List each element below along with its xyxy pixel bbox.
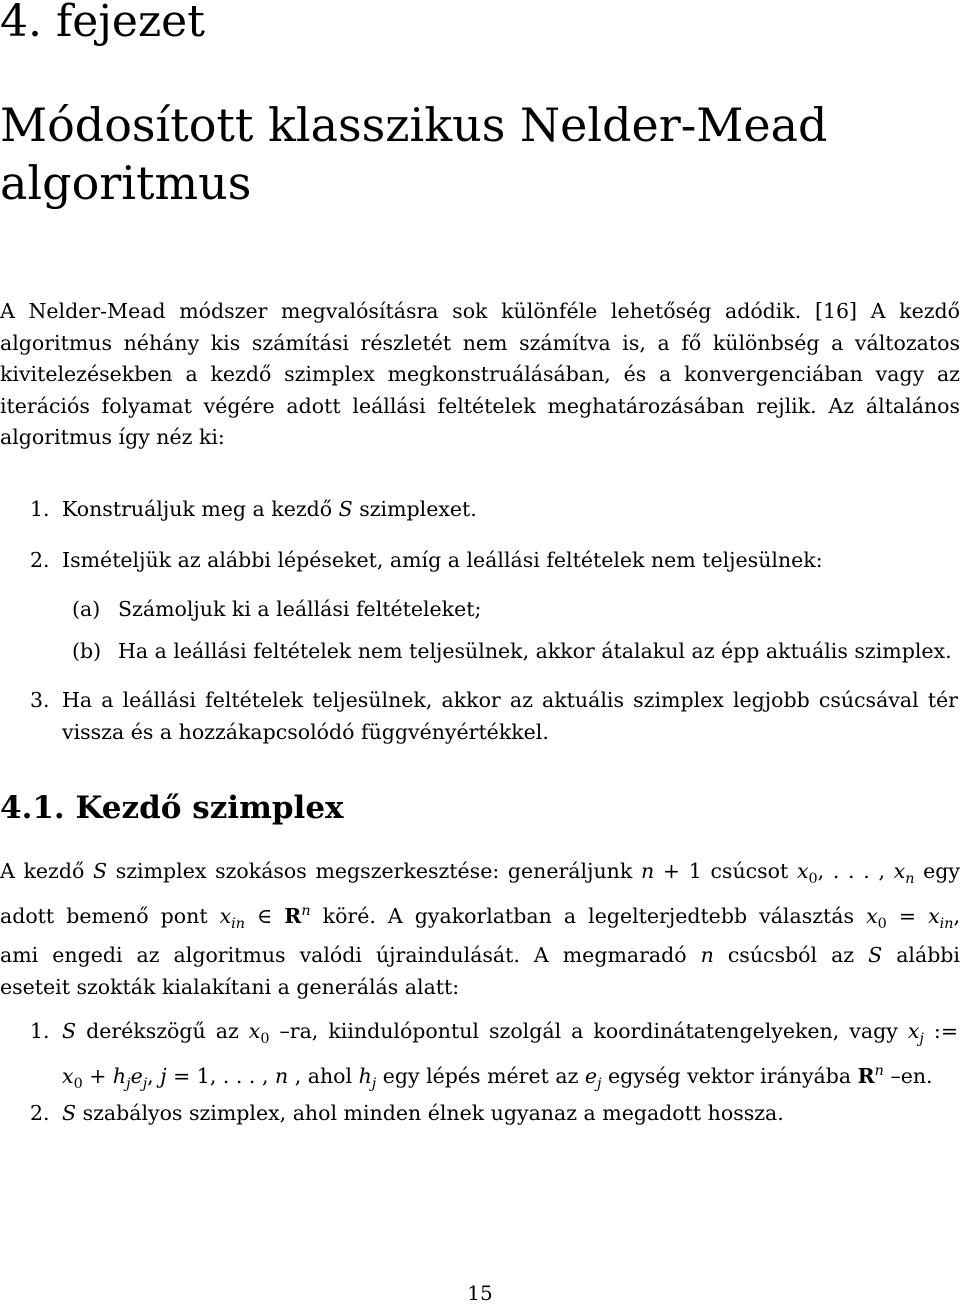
chapter-title-line-1: Módosított klasszikus Nelder-Mead: [0, 98, 828, 152]
substep-text: Ha a leállási feltételek nem teljesülnek, akkor átalakul az épp aktuális szimplex.: [118, 639, 952, 663]
intro-paragraph: [0, 296, 960, 454]
intro-line: algoritmus így néz ki:: [0, 425, 225, 449]
substep-text: Számoljuk ki a leállási feltételeket;: [118, 597, 482, 621]
section-paragraph: [0, 856, 960, 1003]
section-heading: 4.1. Kezdő szimplex: [0, 790, 344, 826]
step-number: 3.: [30, 688, 50, 712]
section-line: eseteit szokták kialakítani a generálás alatt:: [0, 974, 460, 999]
intro-line: iterációs folyamat végére adott leállási feltételek meghatározásában rejlik. Az általános: [0, 393, 960, 418]
case-number: 1.: [30, 1019, 50, 1043]
intro-line: kivitelezésekben a kezdő szimplex megkonstruálásában, és a konvergenciában vagy az: [0, 362, 960, 386]
intro-line: algoritmus néhány kis számítási részletét nem számítva is, a fő különbség a változatos: [0, 330, 960, 355]
case-text: S szabályos szimplex, ahol minden élnek ugyanaz a megadott hossza.: [62, 1101, 784, 1125]
substep-label: (a): [72, 597, 101, 621]
intro-line: A Nelder-Mead módszer megvalósításra sok különféle lehetőség adódik. [16] A kezdő: [0, 299, 960, 323]
step-text: Ha a leállási feltételek teljesülnek, akkor az aktuális szimplex legjobb csúcsával tér vissza és a hozzákapcsolódó függvényértékkel.: [62, 688, 958, 744]
case-text: S derékszögű az $x_0$ –ra, kiindulópontul szolgál a koordinátatengelyeken, vagy $x_j$ := $x_0 + h_je_j$, j = 1, . . . , n , ahol $h_j$ egy lépés méret az $e_j$ egység vektor irányába $R^n$ –en.: [62, 1019, 958, 1092]
section-line: adott bemenő pont $x_{in}$ ∈ $R^n$ köré. A gyakorlatban a legelterjedtebb választás $x_0 = x_{in}$,: [0, 902, 960, 932]
chapter-title-line-2: algoritmus: [0, 156, 252, 210]
section-line: A kezdő S szimplex szokásos megszerkesztése: generáljunk n + 1 csúcsot $x_0$, . . . , $x_n$ egy: [0, 859, 960, 888]
step-number: 2.: [30, 548, 50, 572]
chapter-title: [0, 96, 900, 212]
substep-label: (b): [72, 639, 102, 663]
page-number: 15: [467, 1281, 493, 1305]
section-line: ami engedi az algoritmus valódi újraindulását. A megmaradó n csúcsból az S alábbi: [0, 943, 960, 968]
chapter-heading: 4. fejezet: [0, 0, 205, 47]
step-text: Konstruáljuk meg a kezdő S szimplexet.: [62, 497, 477, 521]
step-text: Ismételjük az alábbi lépéseket, amíg a leállási feltételek nem teljesülnek:: [62, 548, 823, 572]
step-number: 1.: [30, 497, 50, 521]
case-number: 2.: [30, 1101, 50, 1125]
